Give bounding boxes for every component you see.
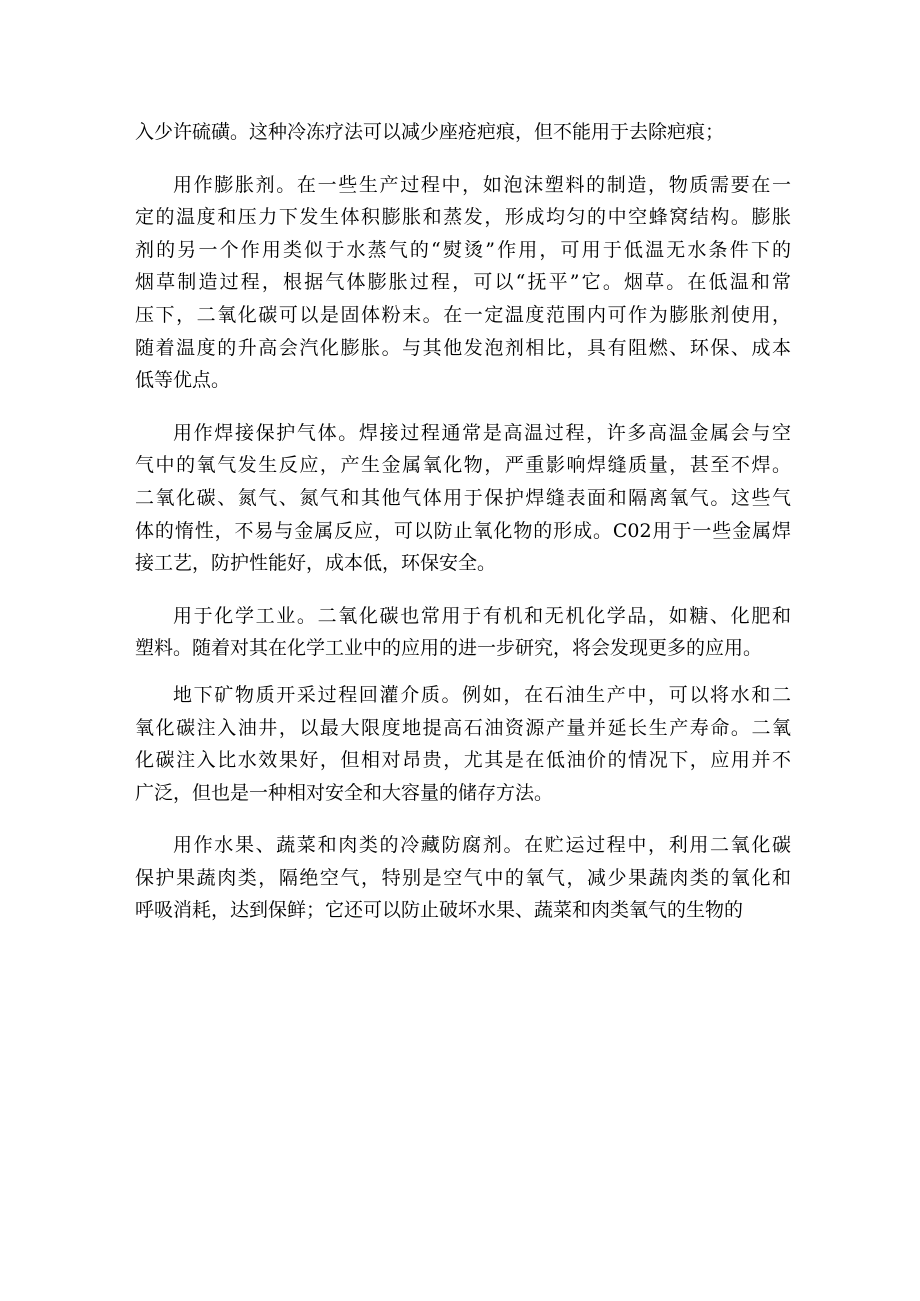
text-line: 用作水果、蔬菜和肉类的冷藏防腐剂。在贮运过程中，利用二氧化碳 bbox=[173, 834, 791, 857]
paragraph bbox=[135, 169, 791, 397]
text-line: 塑料。随着对其在化学工业中的应用的进一步研究，将会发现更多的应用。 bbox=[135, 637, 763, 660]
text-line: 低等优点。 bbox=[135, 369, 231, 392]
text-line: 用作膨胀剂。在一些生产过程中，如泡沫塑料的制造，物质需要在一 bbox=[173, 173, 791, 196]
text-line: 化碳注入比水效果好，但相对昂贵，尤其是在低油价的情况下，应用并不 bbox=[135, 749, 791, 772]
text-line: 定的温度和压力下发生体积膨胀和蒸发，形成均匀的中空蜂窝结构。膨胀 bbox=[135, 206, 791, 229]
text-line: 气中的氧气发生反应，产生金属氧化物，严重影响焊缝质量，甚至不焊。 bbox=[135, 454, 791, 477]
text-line: 接工艺，防护性能好，成本低，环保安全。 bbox=[135, 552, 497, 575]
paragraph bbox=[135, 829, 791, 927]
text-line: 用于化学工业。二氧化碳也常用于有机和无机化学品，如糖、化肥和 bbox=[173, 604, 791, 627]
paragraph bbox=[135, 116, 791, 149]
text-line: 剂的另一个作用类似于水蒸气的“熨烫”作用，可用于低温无水条件下的 bbox=[135, 238, 791, 261]
text-line: 广泛，但也是一种相对安全和大容量的储存方法。 bbox=[135, 781, 554, 804]
paragraph bbox=[135, 600, 791, 665]
text-line: 体的惰性，不易与金属反应，可以防止氧化物的形成。C02用于一些金属焊 bbox=[135, 519, 791, 542]
text-line: 呼吸消耗，达到保鲜；它还可以防止破坏水果、蔬菜和肉类氧气的生物的 bbox=[135, 899, 744, 922]
text-line: 随着温度的升高会汽化膨胀。与其他发泡剂相比，具有阻燃、环保、成本 bbox=[135, 336, 791, 359]
text-line: 烟草制造过程，根据气体膨胀过程，可以“抚平”它。烟草。在低温和常 bbox=[135, 271, 791, 294]
document-body bbox=[135, 116, 791, 927]
paragraph bbox=[135, 679, 791, 809]
text-line: 二氧化碳、氮气、氮气和其他气体用于保护焊缝表面和隔离氧气。这些气 bbox=[135, 486, 791, 509]
paragraph bbox=[135, 417, 791, 580]
text-line: 压下，二氧化碳可以是固体粉末。在一定温度范围内可作为膨胀剂使用， bbox=[135, 303, 791, 326]
text-line: 用作焊接保护气体。焊接过程通常是高温过程，许多高温金属会与空 bbox=[173, 421, 791, 444]
text-line: 入少许硫磺。这种冷冻疗法可以减少座疮疤痕，但不能用于去除疤痕； bbox=[135, 121, 725, 143]
text-line: 氧化碳注入油井，以最大限度地提高石油资源产量并延长生产寿命。二氧 bbox=[135, 716, 791, 739]
text-line: 保护果蔬肉类，隔绝空气，特别是空气中的氧气，减少果蔬肉类的氧化和 bbox=[135, 866, 791, 889]
text-line: 地下矿物质开采过程回灌介质。例如，在石油生产中，可以将水和二 bbox=[173, 683, 791, 706]
